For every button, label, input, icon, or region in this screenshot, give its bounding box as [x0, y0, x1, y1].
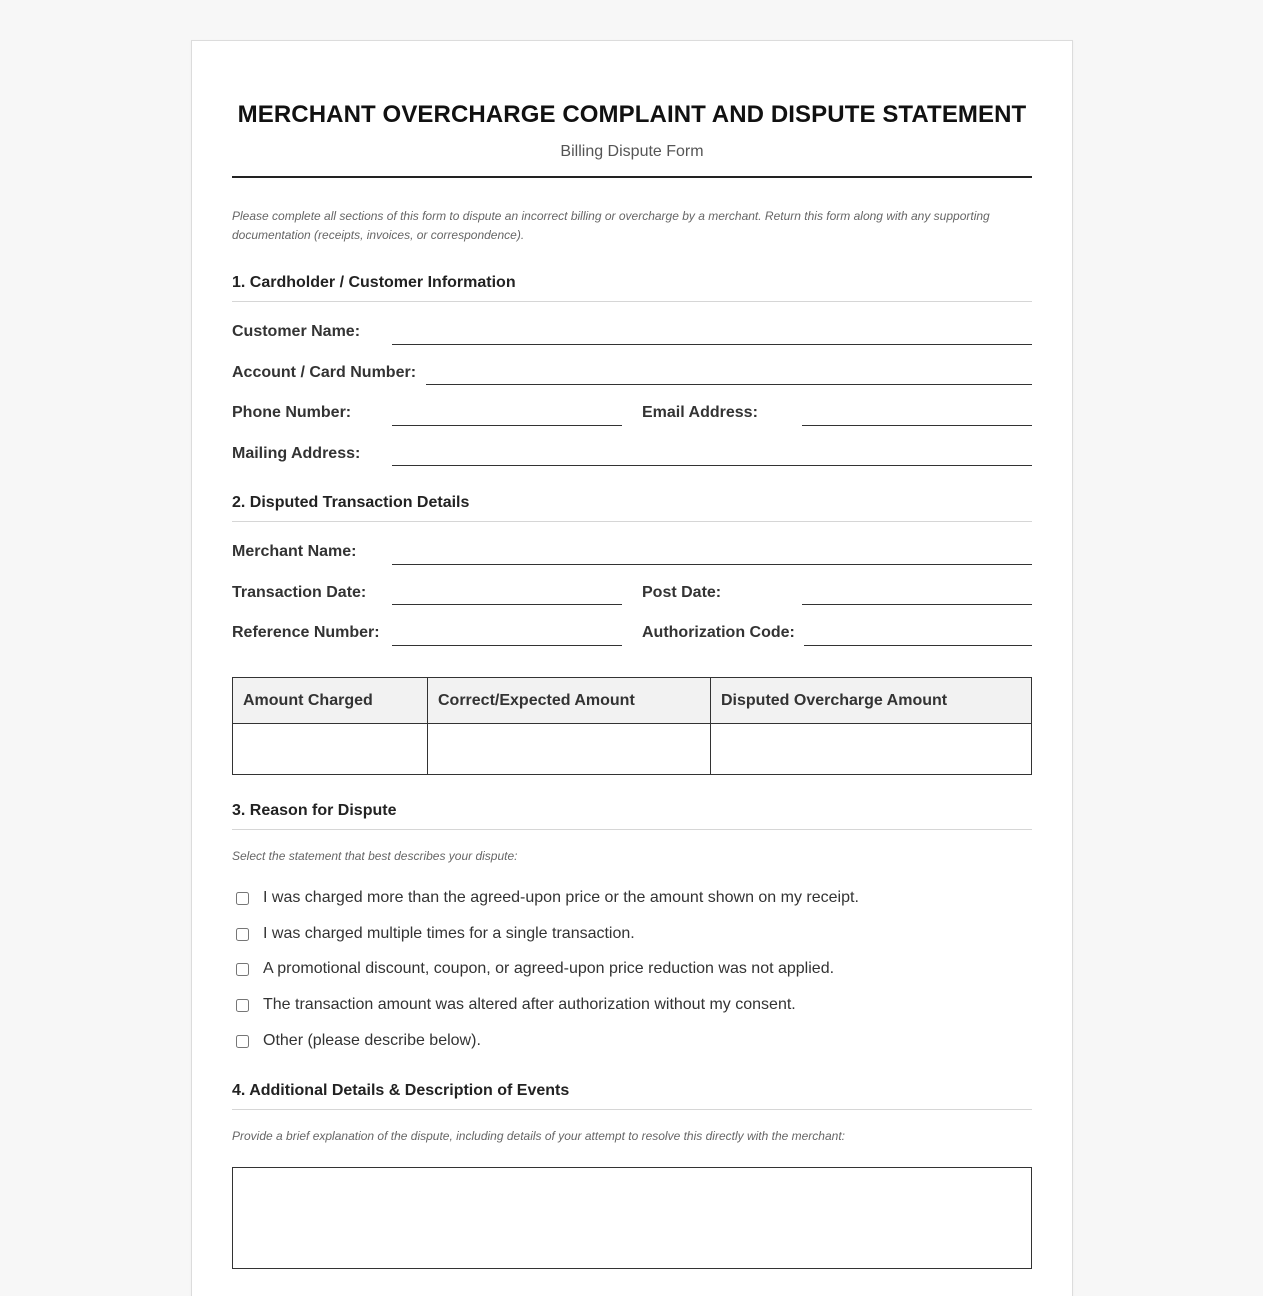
transaction-date-label: Transaction Date: [232, 584, 367, 601]
customer-name-label: Customer Name: [232, 323, 361, 340]
phone-number-field[interactable] [392, 424, 622, 426]
details-hint: Provide a brief explanation of the dispute, including details of your attempt to resolve this directly with the merchant: [232, 1129, 845, 1143]
reference-number-label: Reference Number: [232, 624, 380, 641]
section-1-title: 1. Cardholder / Customer Information [232, 274, 1032, 302]
reason-option-label: I was charged multiple times for a single transaction. [263, 925, 635, 942]
amounts-table [232, 677, 1032, 775]
section-2-title: 2. Disputed Transaction Details [232, 494, 1032, 522]
form-page [191, 40, 1073, 1296]
email-address-field[interactable] [802, 424, 1032, 426]
reason-option-4[interactable] [236, 996, 796, 1014]
reason-option-5[interactable] [236, 1032, 481, 1050]
expected-amount-cell[interactable] [428, 724, 711, 775]
mailing-address-label: Mailing Address: [232, 445, 361, 462]
mailing-address-field[interactable] [392, 464, 1032, 466]
reason-checkbox-3[interactable] [236, 963, 249, 976]
reason-option-2[interactable] [236, 925, 635, 943]
reason-checkbox-2[interactable] [236, 928, 249, 941]
reason-checkbox-5[interactable] [236, 1035, 249, 1048]
table-header-row [233, 678, 1032, 724]
reason-option-label: I was charged more than the agreed-upon price or the amount shown on my receipt. [263, 889, 859, 906]
reason-checkbox-4[interactable] [236, 999, 249, 1012]
authorization-code-label: Authorization Code: [642, 624, 795, 641]
merchant-name-field[interactable] [392, 563, 1032, 565]
transaction-date-field[interactable] [392, 603, 622, 605]
reason-option-3[interactable] [236, 960, 834, 978]
reference-number-field[interactable] [392, 644, 622, 646]
table-row [233, 724, 1032, 775]
reason-checkbox-1[interactable] [236, 892, 249, 905]
phone-number-label: Phone Number: [232, 404, 352, 421]
account-number-label: Account / Card Number: [232, 364, 417, 381]
reason-option-label: Other (please describe below). [263, 1032, 481, 1049]
reason-option-label: The transaction amount was altered after authorization without my consent. [263, 996, 796, 1013]
customer-name-field[interactable] [392, 343, 1032, 345]
authorization-code-field[interactable] [804, 644, 1032, 646]
expected-amount-header: Correct/Expected Amount [428, 678, 711, 724]
merchant-name-label: Merchant Name: [232, 543, 357, 560]
details-textbox[interactable] [232, 1167, 1032, 1269]
form-subtitle: Billing Dispute Form [560, 143, 704, 160]
overcharge-amount-cell[interactable] [711, 724, 1032, 775]
amount-charged-header: Amount Charged [233, 678, 428, 724]
overcharge-amount-header: Disputed Overcharge Amount [711, 678, 1032, 724]
amount-charged-cell[interactable] [233, 724, 428, 775]
post-date-field[interactable] [802, 603, 1032, 605]
account-number-field[interactable] [426, 383, 1032, 385]
email-address-label: Email Address: [642, 404, 758, 421]
reason-option-label: A promotional discount, coupon, or agreed-upon price reduction was not applied. [263, 960, 835, 977]
form-title: MERCHANT OVERCHARGE COMPLAINT AND DISPUTE STATEMENT [237, 101, 1027, 128]
section-3-title: 3. Reason for Dispute [232, 802, 1032, 830]
post-date-label: Post Date: [642, 584, 722, 601]
header-divider [232, 176, 1032, 178]
form-instructions: Please complete all sections of this form to dispute an incorrect billing or overcharge by a merchant. Return this form along with any supporting documentation (receipts, invoices, or correspondence). [232, 209, 990, 242]
reason-option-1[interactable] [236, 889, 859, 907]
reason-hint: Select the statement that best describes your dispute: [232, 849, 518, 863]
section-4-title: 4. Additional Details & Description of Events [232, 1082, 1032, 1110]
